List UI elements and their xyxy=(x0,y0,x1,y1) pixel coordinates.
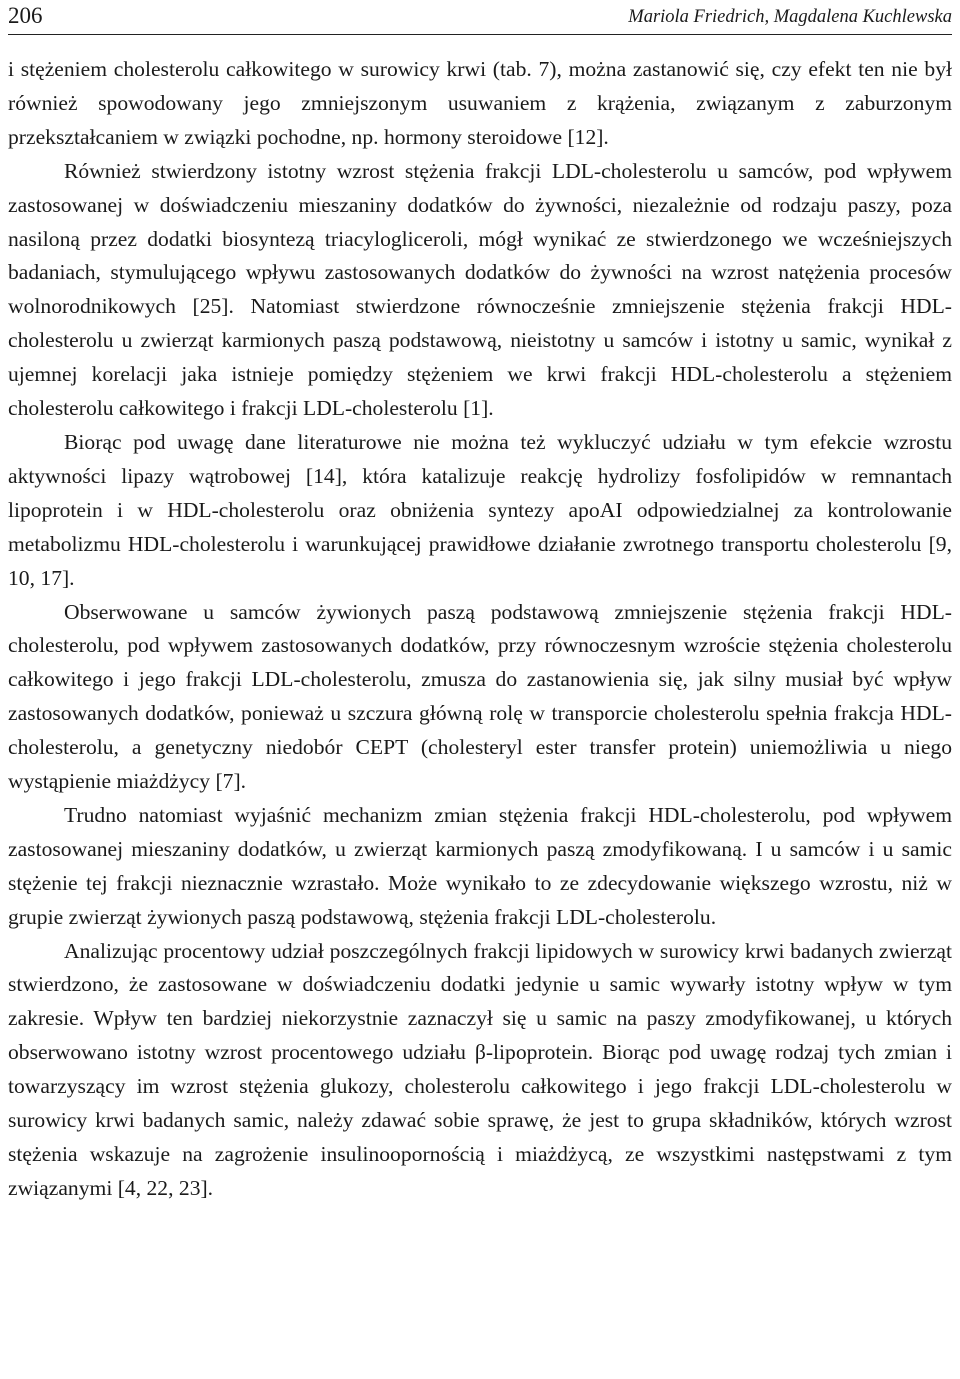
page-number: 206 xyxy=(8,3,43,28)
paragraph: Obserwowane u samców żywionych paszą podstawową zmniejszenie stężenia frakcji HDL-cholesterolu, pod wpływem zastosowanych dodatków, przy równoczesnym wzroście stężenia cholesterolu całkowitego i jego frakcji LDL-cholesterolu, zmusza do zastanowienia się, jak silny musiał być wpływ zastosowanych dodatków, ponieważ u szczura główną rolę w transporcie cholesterolu spełnia frakcja HDL-cholesterolu, a genetyczny niedobór CEPT (cholesteryl ester transfer protein) uniemożliwia u niego wystąpienie miażdżycy [7]. xyxy=(8,599,952,794)
paragraph: Analizując procentowy udział poszczególnych frakcji lipidowych w surowicy krwi badanych zwierząt stwierdzono, że zastosowane w doświadczeniu dodatki jedynie u samic wywarły istotny wpływ w tym zakresie. Wpływ ten bardziej niekorzystnie zaznaczył się u samic na paszy zmodyfikowanej, u których obserwowano istotny wzrost procentowego udziału β-lipoprotein. Biorąc pod uwagę rodzaj tych zmian i towarzyszący im wzrost stężenia glukozy, cholesterolu całkowitego i jego frakcji LDL-cholesterolu w surowicy krwi badanych samic, należy zdawać sobie sprawę, że jest to grupa składników, których wzrost stężenia wskazuje na zagrożenie insulinoopornością i miażdżycą, ze wszystkimi następstwami z tym związanymi [4, 22, 23]. xyxy=(8,938,952,1200)
paragraph: Również stwierdzony istotny wzrost stężenia frakcji LDL-cholesterolu u samców, pod wpływem zastosowanej w doświadczeniu mieszaniny dodatków do żywności, niezależnie od rodzaju paszy, poza nasiloną przez dodatki biosyntezą triacylogliceroli, mógł wynikać ze stwierdzonego we wcześniejszych badaniach, stymulującego wpływu zastosowanych dodatków do żywności na wzrost natężenia procesów wolnorodnikowych [25]. Natomiast stwierdzone równocześnie zmniejszenie stężenia frakcji HDL-cholesterolu u zwierząt karmionych paszą podstawową, nieistotny u samców i istotny u samic, wynikał z ujemnej korelacji jaka istnieje pomiędzy stężeniem we krwi frakcji HDL-cholesterolu a stężeniem cholesterolu całkowitego i frakcji LDL-cholesterolu [1]. xyxy=(8,158,952,421)
paragraph-continuation: i stężeniem cholesterolu całkowitego w surowicy krwi (tab. 7), można zastanowić się, czy efekt ten nie był również spowodowany jego zmniejszonym usuwaniem z krążenia, związanym z zaburzonym przekształcaniem w związki pochodne, np. hormony sterоidowe [12]. xyxy=(8,57,952,149)
paragraph: Trudno natomiast wyjaśnić mechanizm zmian stężenia frakcji HDL-cholesterolu, pod wpływem zastosowanej mieszaniny dodatków, u zwierząt karmionych paszą zmodyfikowaną. I u samców i u samic stężenie tej frakcji nieznacznie wzrastało. Może wynikało to ze zdecydowanie większego wzrostu, niż w grupie zwierząt żywionych paszą podstawową, stężenia frakcji LDL-cholesterolu. xyxy=(8,802,952,929)
paragraph: Biorąc pod uwagę dane literaturowe nie można też wykluczyć udziału w tym efekcie wzrostu aktywności lipazy wątrobowej [14], która katalizuje reakcję hydrolizy fosfolipidów w remnantach lipoprotein i w HDL-cholesterolu oraz obniżenia syntezy apoAI odpowiedzialnej za kontrolowanie metabolizmu HDL-cholesterolu i warunkującej prawidłowe działanie zwrotnego transportu cholesterolu [9, 10, 17]. xyxy=(8,429,952,590)
running-head-authors: Mariola Friedrich, Magdalena Kuchlewska xyxy=(628,7,952,27)
body-text xyxy=(8,53,952,1206)
page xyxy=(8,0,952,1206)
page-header xyxy=(8,0,952,35)
